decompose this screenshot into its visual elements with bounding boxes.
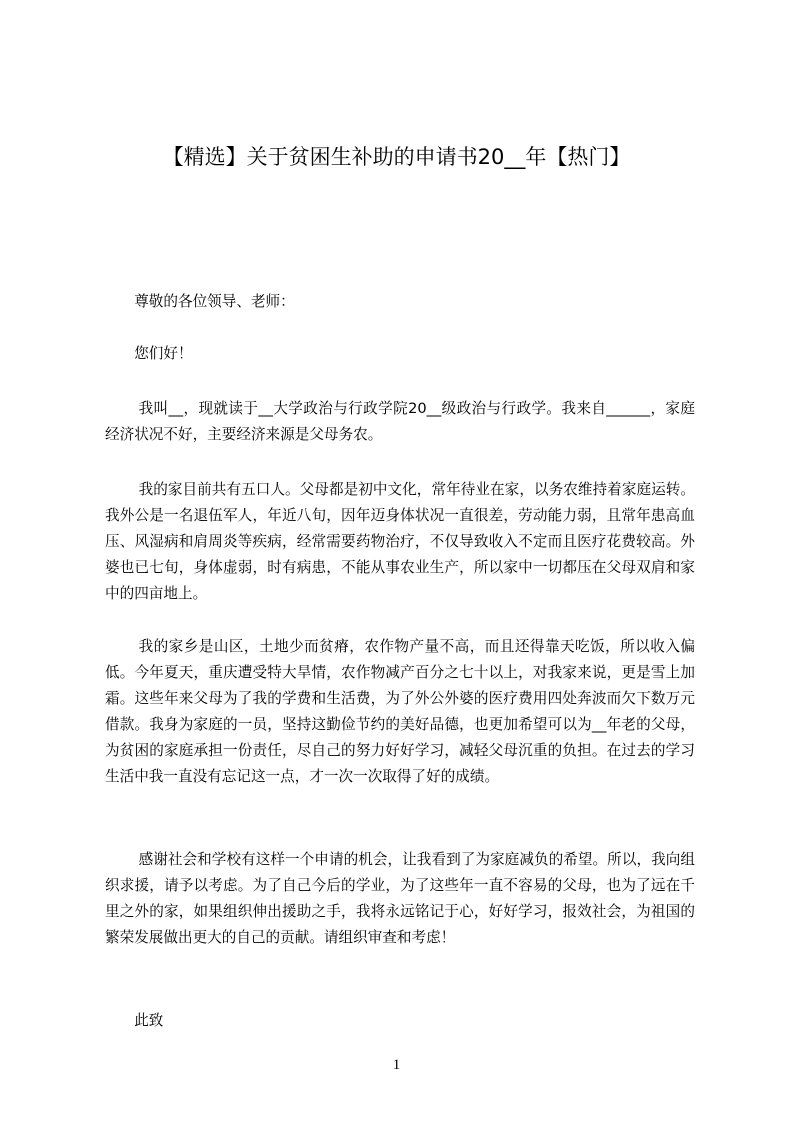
paragraph-gratitude: 感谢社会和学校有这样一个申请的机会，让我看到了为家庭减负的希望。所以，我向组织求援，请予以考虑。为了自己今后的学业，为了这些年一直不容易的父母，也为了远在千里之外的家，如果组织伸出援助之手，我将永远铭记于心，好好学习，报效社会，为祖国的繁荣发展做出更大的自己的贡献。请组织审查和考虑！ <box>105 851 695 946</box>
page-number: 1 <box>392 1057 401 1073</box>
paragraph-hometown: 我的家乡是山区，土地少而贫瘠，农作物产量不高，而且还得靠天吃饭，所以收入偏低。今年夏天，重庆遭受特大旱情，农作物减产百分之七十以上，对我家来说，更是雪上加霜。这些年来父母为了我的学费和生活费，为了外公外婆的医疗费用四处奔波而欠下数万元借款。我身为家庭的一员，坚持这勤俭节约的美好品德，也更加希望可以为__年老的父母，为贫困的家庭承担一份责任，尽自己的努力好好学习，减轻父母沉重的负担。在过去的学习生活中我一直没有忘记这一点，才一次一次取得了好的成绩。 <box>105 638 695 785</box>
paragraph-family: 我的家目前共有五口人。父母都是初中文化，常年待业在家，以务农维持着家庭运转。我外公是一名退伍军人，年近八旬，因年迈身体状况一直很差，劳动能力弱，且常年患高血压、风湿病和肩周炎等疾病，经常需要药物治疗，不仅导致收入不定而且医疗花费较高。外婆也已七旬，身体虚弱，时有病患，不能从事农业生产，所以家中一切都压在父母双肩和家中的四亩地上。 <box>105 481 695 602</box>
paragraph-introduction: 我叫__，现就读于__大学政治与行政学院20__级政治与行政学。我来自______，家庭经济状况不好，主要经济来源是父母务农。 <box>105 400 695 443</box>
closing: 此致 <box>134 1012 164 1029</box>
salutation: 尊敬的各位领导、老师： <box>134 293 295 310</box>
greeting: 您们好！ <box>134 345 193 362</box>
document-title: 【精选】关于贫困生补助的申请书20__年【热门】 <box>162 145 631 169</box>
